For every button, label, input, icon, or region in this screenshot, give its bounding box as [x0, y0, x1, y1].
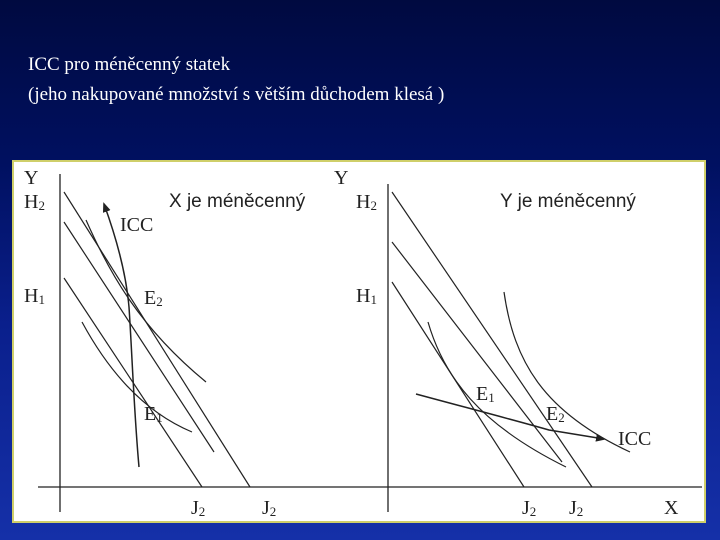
- right-icc-curve: [416, 394, 604, 439]
- left-y-axis-label: Y: [24, 167, 39, 189]
- right-y-axis-label: Y: [334, 167, 349, 189]
- icc-diagram-svg: [14, 162, 708, 525]
- right-e2-label: E2: [546, 403, 565, 425]
- left-icc-curve: [104, 204, 139, 467]
- right-panel: [334, 167, 679, 519]
- left-indifference-curve-low: [82, 322, 192, 432]
- left-j2-label-first: J2: [191, 497, 206, 519]
- left-icc-label: ICC: [120, 214, 154, 236]
- right-h1-label: H1: [356, 285, 377, 307]
- right-caption: Y je méněcenný: [500, 191, 636, 212]
- right-j2-label-first: J2: [522, 497, 537, 519]
- right-j2-label-second: J2: [569, 497, 584, 519]
- left-budget-line-middle: [64, 222, 214, 452]
- left-e1-label: E1: [144, 403, 163, 425]
- right-x-axis-label: X: [664, 497, 679, 519]
- right-e1-label: E1: [476, 383, 495, 405]
- left-h1-label: H1: [24, 285, 45, 307]
- title-line-1: ICC pro méněcenný statek: [28, 54, 231, 75]
- slide-title: [28, 50, 444, 110]
- left-j2-label-second: J2: [262, 497, 277, 519]
- right-icc-label: ICC: [618, 428, 652, 450]
- icc-diagram-figure: [12, 160, 706, 523]
- left-h2-label: H2: [24, 191, 45, 213]
- right-budget-line-outer: [392, 192, 592, 487]
- right-h2-label: H2: [356, 191, 377, 213]
- left-caption: X je méněcenný: [169, 191, 306, 212]
- left-panel: [24, 167, 702, 519]
- left-e2-label: E2: [144, 287, 163, 309]
- right-budget-line-middle: [392, 242, 562, 462]
- title-line-2: (jeho nakupované množství s větším důchodem klesá ): [28, 84, 445, 105]
- right-indifference-curve-high: [504, 292, 630, 452]
